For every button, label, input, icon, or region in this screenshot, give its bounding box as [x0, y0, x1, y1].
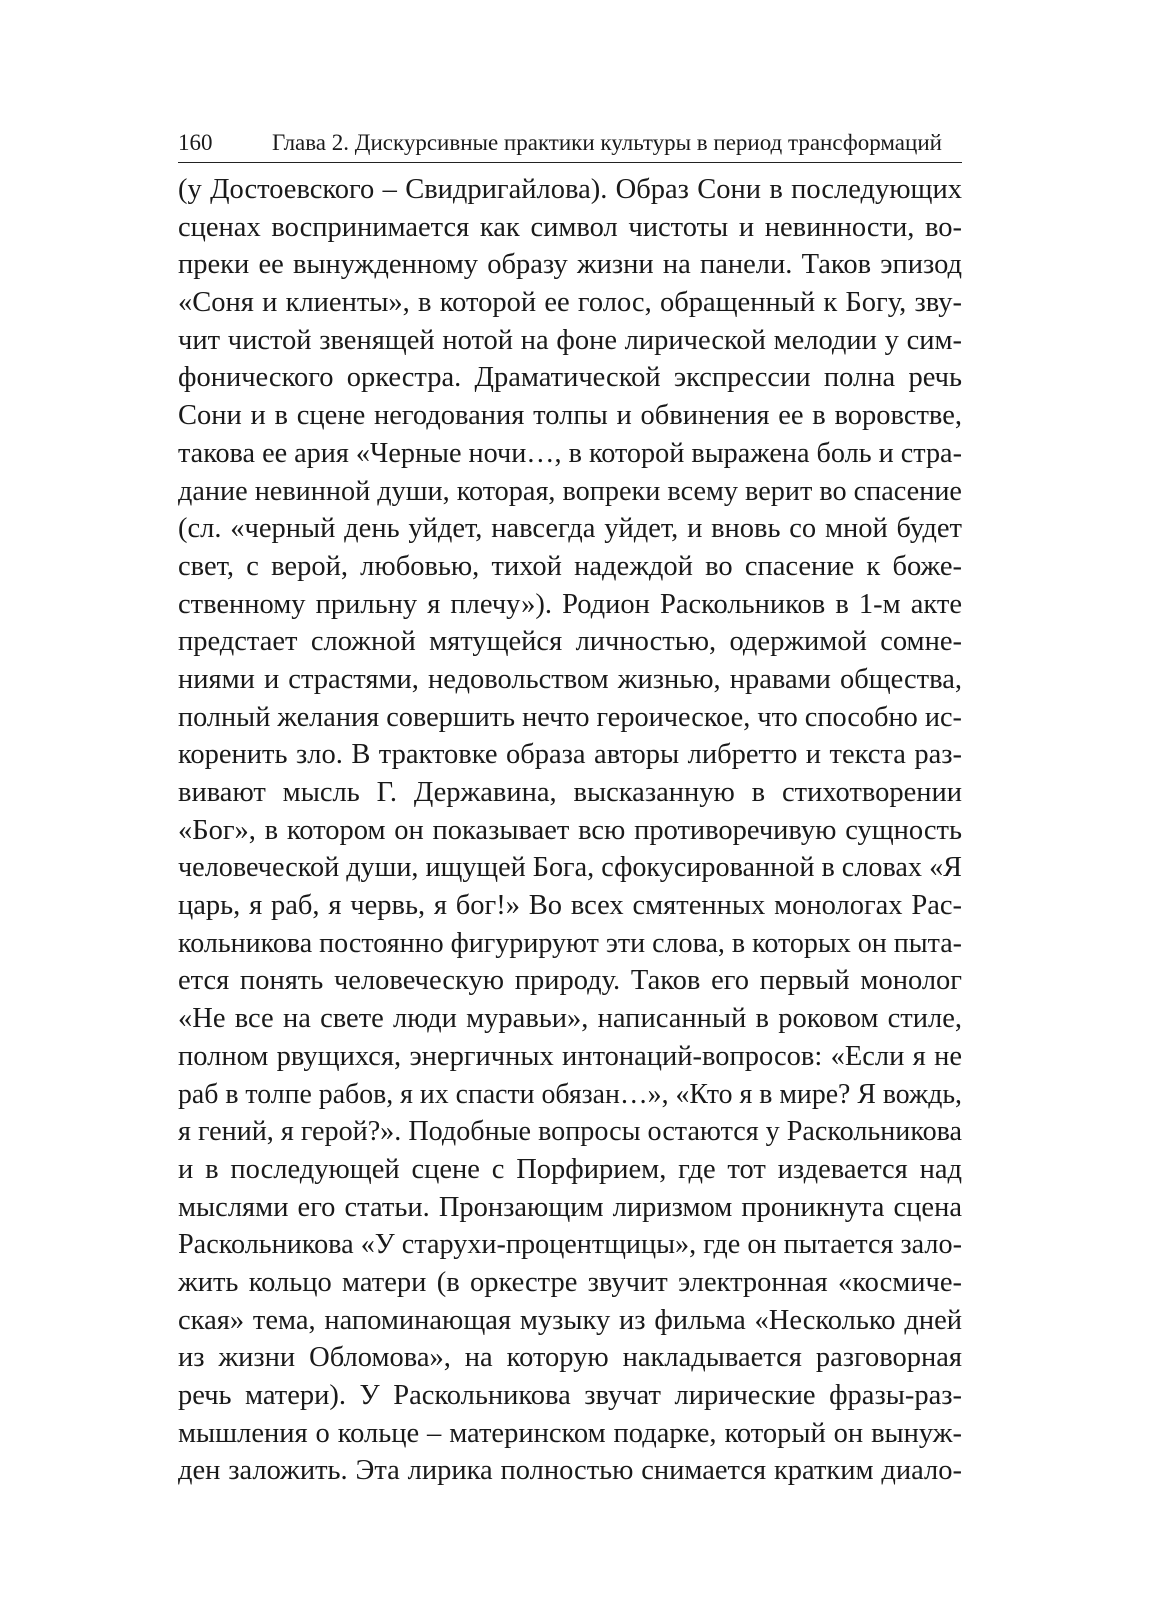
text-line: раб в толпе рабов, я их спасти обязан…», «Кто я в мире? Я вождь, [178, 1078, 963, 1110]
text-line: ется понять человеческую природу. Таков его первый монолог [178, 965, 962, 997]
text-line: кольникова постоянно фигурируют эти слова, в которых он пыта- [178, 927, 963, 959]
text-line: вивают мысль Г. Державина, высказанную в стихотворении [178, 777, 962, 808]
text-line: сценах воспринимается как символ чистоты и невинности, во- [178, 211, 962, 243]
text-line: и в последующей сцене с Порфирием, где тот издевается над [178, 1153, 962, 1185]
text-line: Раскольникова «У старухи-процентщицы», где он пытается зало- [178, 1229, 962, 1261]
text-line: чит чистой звенящей нотой на фоне лирической мелодии у сим- [178, 324, 962, 356]
text-line: из жизни Обломова», на которую накладывается разговорная [178, 1342, 962, 1374]
text-line: дание невинной души, которая, вопреки всему верит во спасение [178, 475, 962, 507]
text-line: речь матери). У Раскольникова звучат лирические фразы-раз- [178, 1380, 962, 1411]
text-line: царь, я раб, я червь, я бог!» Во всех смятенных монологах Рас- [178, 890, 962, 922]
text-line: (у Достоевского – Свидригайлова). Образ Сони в последующих [178, 174, 962, 205]
text-line: преки ее вынужденному образу жизни на панели. Таков эпизод [178, 249, 962, 281]
text-line: коренить зло. В трактовке образа авторы либретто и текста раз- [178, 739, 962, 771]
text-line: свет, с верой, любовью, тихой надеждой во спасение к боже- [178, 550, 962, 582]
text-line: (сл. «черный день уйдет, навсегда уйдет, и вновь со мной будет [178, 513, 962, 545]
text-line: человеческой души, ищущей Бога, сфокусированной в словах «Я [178, 852, 962, 884]
text-line: фонического оркестра. Драматической экспрессии полна речь [178, 362, 962, 394]
running-header [178, 126, 962, 163]
text-line: ниями и страстями, недовольством жизнью, нравами общества, [178, 663, 962, 695]
text-line: жить кольцо матери (в оркестре звучит электронная «космиче- [178, 1266, 962, 1298]
text-line: «Не все на свете люди муравьи», написанный в роковом стиле, [178, 1003, 962, 1035]
text-line: ден заложить. Эта лирика полностью снимается кратким диало- [178, 1455, 962, 1487]
text-line: полном рвущихся, энергичных интонаций-вопросов: «Если я не [178, 1040, 962, 1072]
text-line: Сони и в сцене негодования толпы и обвинения ее в воровстве, [178, 400, 962, 432]
text-line: «Соня и клиенты», в которой ее голос, обращенный к Богу, зву- [178, 287, 962, 319]
text-line: «Бог», в котором он показывает всю противоречивую сущность [178, 814, 962, 846]
chapter-title: Глава 2. Дискурсивные практики культуры в период трансформаций [272, 130, 942, 155]
body-text [178, 171, 962, 1490]
text-line: ственному прильну я плечу»). Родион Раскольников в 1-м акте [178, 588, 962, 620]
text-line: предстает сложной мятущейся личностью, одержимой сомне- [178, 626, 962, 658]
text-line: такова ее ария «Черные ночи…, в которой выражена боль и стра- [178, 437, 962, 469]
text-line: мышления о кольце – материнском подарке, который он вынуж- [178, 1417, 962, 1449]
text-line: ская» тема, напоминающая музыку из фильма «Несколько дней [178, 1304, 962, 1336]
page-number: 160 [178, 130, 213, 155]
text-line: полный желания совершить нечто героическое, что способно ис- [178, 701, 962, 733]
text-line: мыслями его статьи. Пронзающим лиризмом проникнута сцена [178, 1191, 962, 1223]
text-line: я гений, я герой?». Подобные вопросы остаются у Раскольникова [178, 1116, 963, 1148]
